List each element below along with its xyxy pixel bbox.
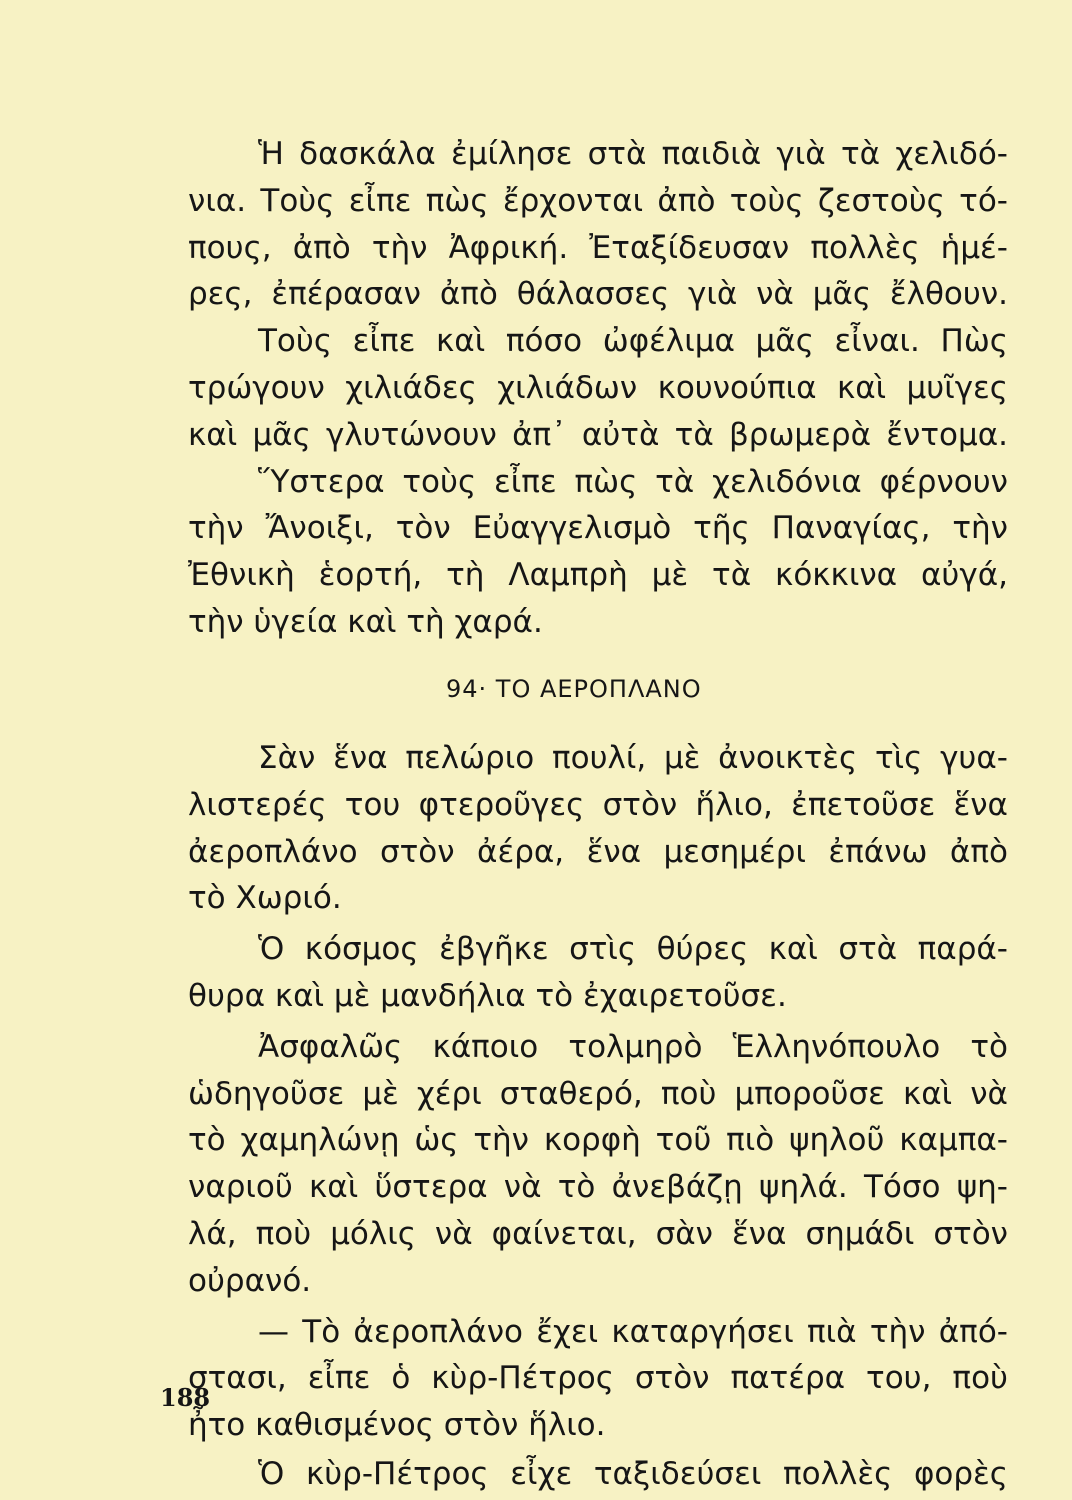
text-line: νια. Τοὺς εἶπε πὼς ἔρχονται ἀπὸ τοὺς ζεστοὺς τό- — [188, 182, 1008, 219]
text-line: πους, ἀπὸ τὴν Ἀφρική. Ἐταξίδευσαν πολλὲς ἡμέ- — [188, 229, 1008, 266]
chapter-heading: 94· ΤΟ ΑΕΡΟΠΛΑΝΟ — [446, 675, 702, 703]
text-line: θυρα καὶ μὲ μανδήλια τὸ ἐχαιρετοῦσε. — [188, 978, 787, 1014]
text-line: λά, ποὺ μόλις νὰ φαίνεται, σὰν ἕνα σημάδι στὸν — [188, 1216, 1008, 1252]
text-line: ὡδηγοῦσε μὲ χέρι σταθερό, ποὺ μποροῦσε καὶ νὰ — [188, 1075, 1008, 1112]
text-line: οὐρανό. — [188, 1262, 312, 1299]
text-line: στασι, εἶπε ὁ κὺρ-Πέτρος στὸν πατέρα του, ποὺ — [188, 1360, 1008, 1397]
text-line: λιστερές του φτεροῦγες στὸν ἥλιο, ἐπετοῦσε ἕνα — [188, 786, 1008, 823]
text-line: ναριοῦ καὶ ὕστερα νὰ τὸ ἀνεβάζῃ ψηλά. Τόσο ψη- — [188, 1169, 1008, 1206]
text-line: Ἡ δασκάλα ἐμίλησε στὰ παιδιὰ γιὰ τὰ χελιδό- — [258, 136, 1008, 172]
text-line: ἀεροπλάνο στὸν ἀέρα, ἕνα μεσημέρι ἐπάνω ἀπὸ — [188, 833, 1008, 870]
text-line: τὸ χαμηλώνῃ ὡς τὴν κορφὴ τοῦ πιὸ ψηλοῦ καμπα- — [188, 1122, 1008, 1159]
text-line: Τοὺς εἶπε καὶ πόσο ὠφέλιμα μᾶς εἶναι. Πὼς — [258, 323, 1008, 360]
text-line: τὴν Ἄνοιξι, τὸν Εὐαγγελισμὸ τῆς Παναγίας, τὴν — [188, 510, 1008, 547]
page-number: 188 — [160, 1383, 211, 1412]
text-line: Ὁ κὺρ-Πέτρος εἶχε ταξιδεύσει πολλὲς φορὲς — [258, 1456, 1008, 1492]
text-line: καὶ μᾶς γλυτώνουν ἀπ᾿ αὐτὰ τὰ βρωμερὰ ἔντομα. — [188, 416, 1008, 453]
text-line: τὸ Χωριό. — [188, 880, 342, 917]
text-line: Σὰν ἕνα πελώριο πουλί, μὲ ἀνοικτὲς τὶς γυα- — [258, 740, 1008, 776]
text-line: τὴν ὑγεία καὶ τὴ χαρά. — [188, 604, 543, 640]
text-line: ρες, ἐπέρασαν ἀπὸ θάλασσες γιὰ νὰ μᾶς ἔλθουν. — [188, 276, 1008, 313]
text-line: Ἐθνικὴ ἑορτή, τὴ Λαμπρὴ μὲ τὰ κόκκινα αὐγά, — [188, 557, 1008, 594]
text-line: τρώγουν χιλιάδες χιλιάδων κουνούπια καὶ μυῖγες — [188, 370, 1008, 406]
text-line: ἦτο καθισμένος στὸν ἥλιο. — [188, 1407, 606, 1444]
text-line: Ὁ κόσμος ἐβγῆκε στὶς θύρες καὶ στὰ παρά- — [258, 931, 1008, 968]
text-line: — Τὸ ἀεροπλάνο ἔχει καταργήσει πιὰ τὴν ἀπό- — [258, 1313, 1008, 1350]
text-line: Ἀσφαλῶς κάποιο τολμηρὸ Ἑλληνόπουλο τὸ — [258, 1028, 1008, 1065]
text-line: Ὕστερα τοὺς εἶπε πὼς τὰ χελιδόνια φέρνουν — [258, 463, 1008, 500]
